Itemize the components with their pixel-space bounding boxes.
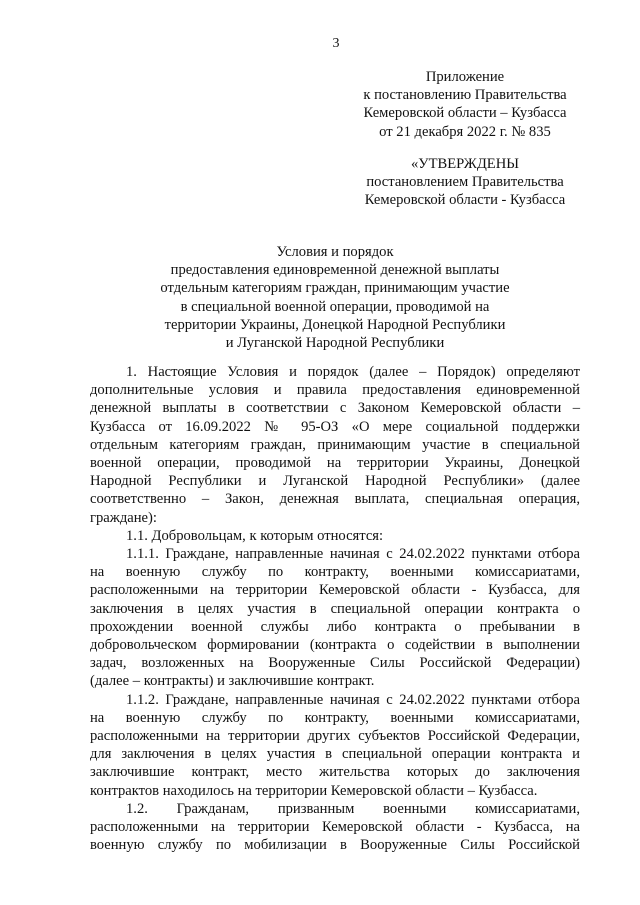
text-line: 1.1.2. Граждане, направленные начиная с 24.02.2022 пунктами отбора	[126, 691, 580, 708]
title-line: предоставления единовременной денежной выплаты	[170, 262, 500, 279]
title-line: и Луганской Народной Республики	[225, 335, 445, 352]
approved-line: Кемеровской области - Кузбасса	[364, 192, 566, 209]
text-line: на военную службу по контракту, военными комиссариатами,	[90, 709, 580, 726]
text-line: задач, возложенных на Вооруженные Силы Российской Федерации)	[90, 655, 580, 672]
appendix-line: Приложение	[425, 69, 505, 85]
text-line: 1.1. Добровольцам, к которым относятся:	[126, 527, 384, 544]
approved-block	[340, 155, 590, 210]
text-line: отдельным категориям граждан, принимающим участие в специальной	[90, 436, 580, 453]
text-line: прохождении военной службы либо контракта о пребывании в	[90, 618, 580, 635]
paragraph-1-2	[90, 800, 580, 855]
title-line: отдельным категориям граждан, принимающим участие	[160, 280, 510, 297]
paragraph-1-1-2	[90, 691, 580, 800]
text-line: расположенными на территории Кемеровской области - Кузбасса, для	[90, 582, 580, 599]
body-text	[90, 363, 580, 854]
text-line: для заключения в целях участия в специальной операции контракта и	[90, 746, 580, 763]
approved-line: постановлением Правительства	[366, 174, 564, 191]
title-line: Условия и порядок	[276, 244, 394, 260]
text-line: заключившие контракт, место жительства которых до заключения	[90, 764, 580, 781]
paragraph-1	[90, 363, 580, 527]
page-number: 3	[332, 36, 340, 51]
appendix-line: к постановлению Правительства	[363, 87, 567, 104]
text-line: расположенными на территории Кемеровской области - Кузбасса, на	[90, 819, 580, 836]
text-line: заключения в целях участия в специальной операции контракта о	[90, 600, 580, 617]
text-line: денежной выплаты в соответствии с Законом Кемеровской области –	[90, 400, 580, 417]
title-line: территории Украины, Донецкой Народной Республики	[164, 316, 506, 333]
text-line: 1.1.1. Граждане, направленные начиная с 24.02.2022 пунктами отбора	[126, 546, 580, 563]
appendix-block	[340, 68, 590, 141]
text-line: Народной Республики и Луганской Народной Республики» (далее	[90, 473, 580, 490]
approved-line: «УТВЕРЖДЕНЫ	[410, 156, 519, 172]
text-line: контрактов находилось на территории Кемеровской области – Кузбасса.	[90, 782, 538, 799]
text-line: Кузбасса от 16.09.2022 № 95-ОЗ «О мере социальной поддержки	[90, 418, 580, 435]
text-line: соответственно – Закон, денежная выплата, специальная операция,	[90, 491, 580, 508]
text-line: расположенными на территории других субъектов Российской Федерации,	[90, 728, 580, 745]
text-line: военной операции, проводимой на территории Украины, Донецкой	[90, 455, 580, 472]
title-line: в специальной военной операции, проводимой на	[180, 298, 490, 315]
text-line: 1. Настоящие Условия и порядок (далее – Порядок) определяют	[126, 364, 580, 380]
text-line: (далее – контракты) и заключившие контракт.	[90, 673, 375, 690]
text-line: добровольческом формировании (контракта о содействии в выполнении	[90, 637, 580, 654]
text-line: дополнительные условия и правила предоставления единовременной	[90, 382, 580, 399]
appendix-line: от 21 декабря 2022 г. № 835	[379, 123, 551, 140]
appendix-line: Кемеровской области – Кузбасса	[363, 105, 567, 122]
document-title	[90, 243, 580, 352]
text-line: 1.2. Гражданам, призванным военными комиссариатами,	[126, 800, 580, 817]
text-line: военную службу по мобилизации в Вооруженные Силы Российской	[90, 837, 580, 854]
text-line: граждане):	[90, 509, 157, 526]
text-line: на военную службу по контракту, военными комиссариатами,	[90, 564, 580, 581]
paragraph-1-1	[90, 527, 580, 545]
paragraph-1-1-1	[90, 545, 580, 691]
